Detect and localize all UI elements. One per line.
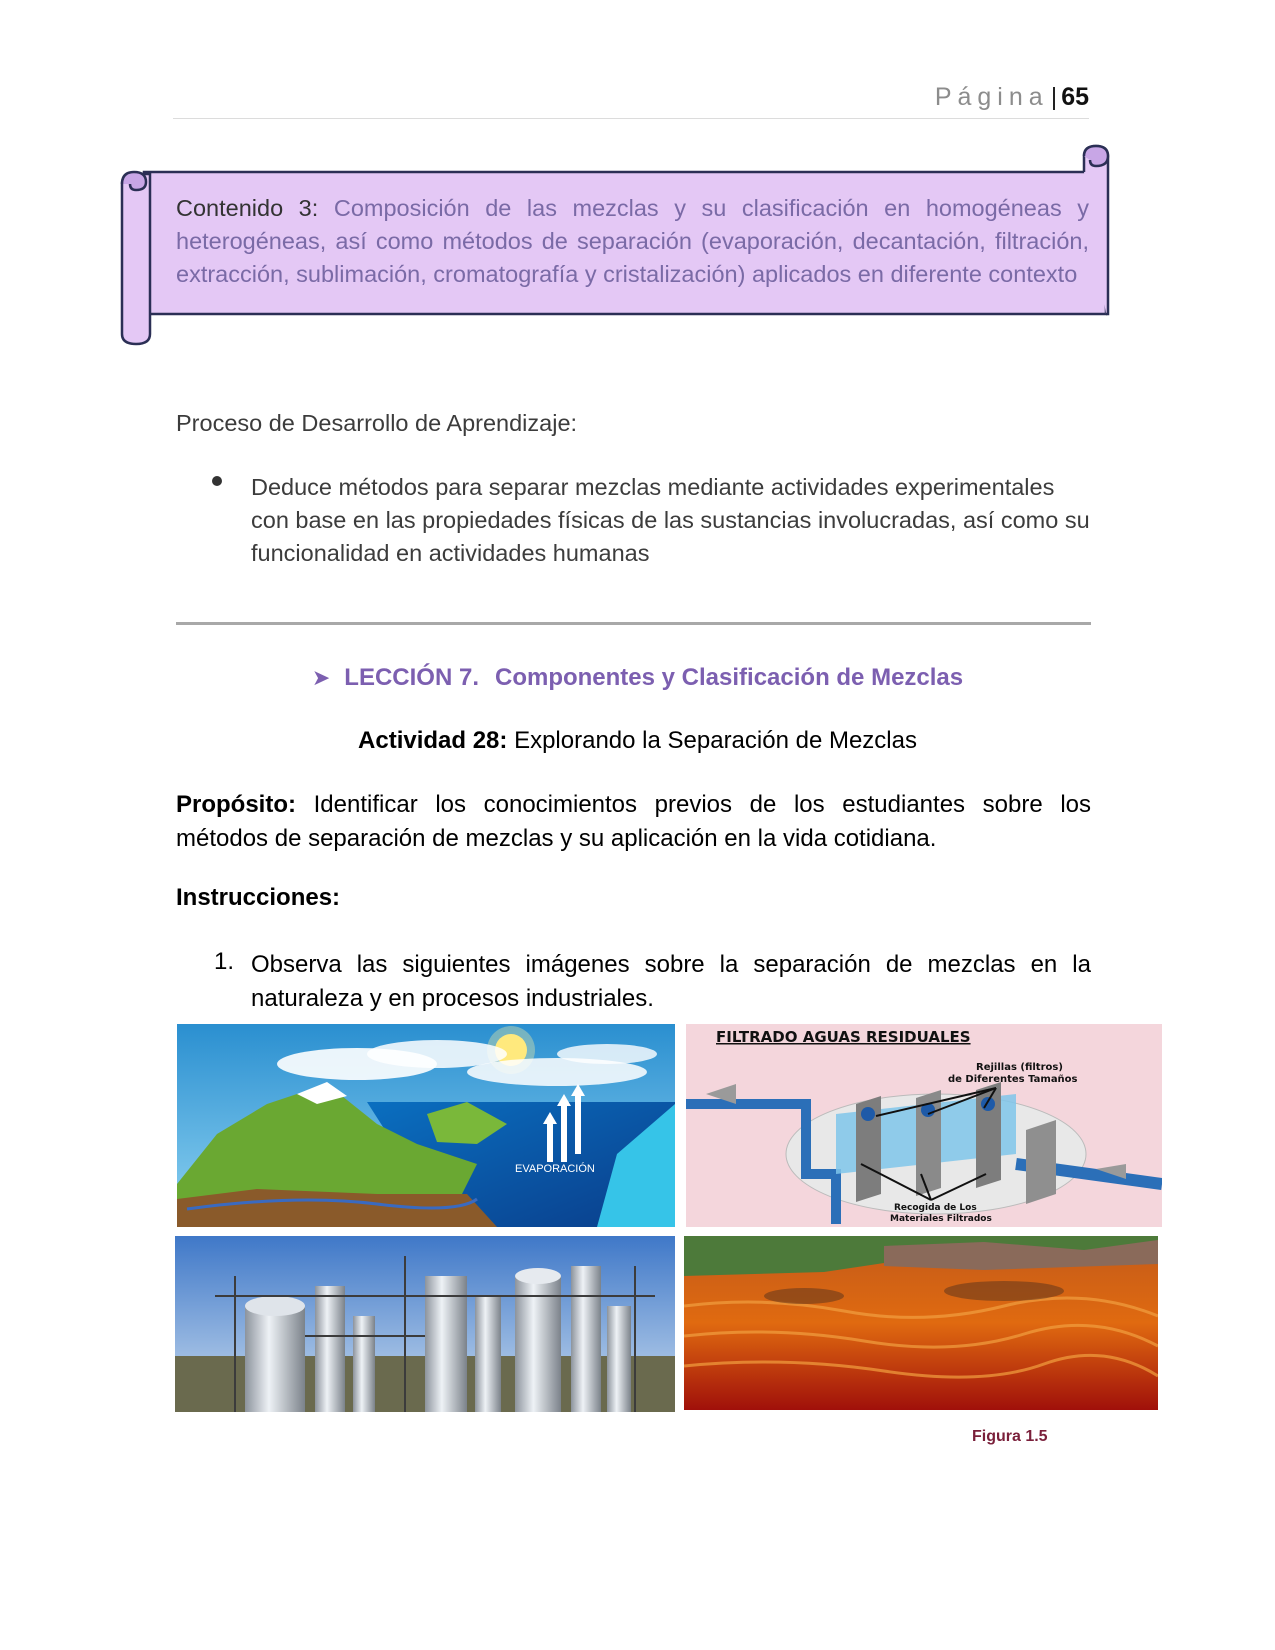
proceso-bullet: Deduce métodos para separar mezclas mediante actividades experimentales con base en las propiedades físicas de las sustancias involucradas, así como su funcionalidad en actividades humanas [251,474,1090,566]
proposito-paragraph [176,788,1091,856]
page-separator: | [1050,83,1058,111]
red-river-image [684,1236,1158,1410]
filtrado-label-2b: Materiales Filtrados [890,1214,992,1224]
contenido-lead: Contenido 3: [176,195,319,221]
leccion-title: Componentes y Clasificación de Mezclas [494,664,964,691]
contenido-text [176,192,1089,291]
bullet-icon [212,476,222,486]
filtration-diagram-image [686,1024,1162,1227]
page-number: 65 [1061,83,1089,111]
figure-caption: Figura 1.5 [972,1428,1048,1445]
page-label: Página [934,83,1049,111]
proceso-heading: Proceso de Desarrollo de Aprendizaje: [176,410,578,436]
leccion-label: LECCIÓN 7. [344,664,479,691]
actividad-heading [0,727,1275,755]
header-divider [173,118,1089,119]
contenido-body: Composición de las mezclas y su clasificación en homogéneas y heterogéneas, así como métodos de separación (evaporación, decantación, filtración, extracción, sublimación, cromatografía y cristalización) aplicados en diferente contexto [176,195,1089,287]
arrow-bullet-icon: ➤ [311,665,331,690]
actividad-title: Explorando la Separación de Mezclas [514,727,917,754]
section-divider [176,622,1091,625]
leccion-heading [0,664,1275,692]
page-header [0,82,1089,112]
evaporacion-label: EVAPORACIÓN [515,1163,595,1175]
proposito-text: Identificar los conocimientos previos de los estudiantes sobre los métodos de separación de mezclas y su aplicación en la vida cotidiana. [176,791,1092,852]
evaporation-image [177,1024,675,1227]
filtrado-title: FILTRADO AGUAS RESIDUALES [716,1028,971,1046]
actividad-label: Actividad 28: [358,727,508,754]
proposito-label: Propósito: [176,791,296,818]
instrucciones-heading: Instrucciones: [176,884,341,911]
step-text: Observa las siguientes imágenes sobre la separación de mezclas en la naturaleza y en procesos industriales. [251,951,1091,1012]
filtrado-label-1a: Rejillas (filtros) [976,1062,1063,1073]
filtrado-label-2a: Recogida de Los [894,1203,977,1213]
filtrado-label-1b: de Diferentes Tamaños [948,1074,1078,1085]
industrial-plant-image [175,1236,675,1412]
step-number: 1. [214,948,235,975]
